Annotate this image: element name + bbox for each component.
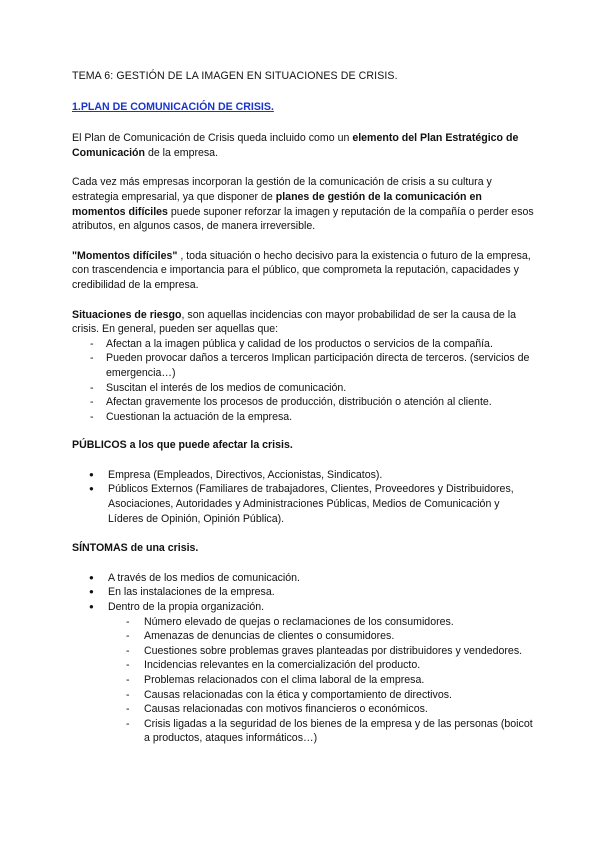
symptoms-sublist (108, 615, 534, 746)
paragraph-text: El Plan de Comunicación de Crisis queda incluido como un (72, 132, 353, 145)
section-heading-plan (72, 100, 534, 115)
publics-heading (72, 438, 534, 453)
risk-list (72, 337, 534, 425)
sub-list-item: - Número elevado de quejas o reclamaciones de los consumidores. (72, 615, 534, 630)
paragraph-bold: elemento del Plan Estratégico de Comunicación (72, 132, 519, 159)
sub-list-item: - Crisis ligadas a la seguridad de los bienes de la empresa y de las personas (boicot a productos, ataques informáticos…) (72, 717, 534, 746)
list-item: - Afectan gravemente los procesos de producción, distribución o atención al cliente. (72, 395, 534, 410)
symptoms-heading-text: SÍNTOMAS de una crisis. (72, 542, 199, 555)
document-body (72, 69, 534, 761)
paragraph-plan-intro (72, 131, 534, 160)
paragraph-text: de la empresa. (145, 146, 219, 159)
publics-heading-text: PÚBLICOS a los que puede afectar la crisis. (72, 439, 293, 452)
paragraph-bold: "Momentos difíciles" (72, 249, 178, 262)
list-item: - Cuestionan la actuación de la empresa. (72, 410, 534, 425)
list-item-text: Dentro de la propia organización. (108, 601, 265, 614)
list-item (72, 600, 534, 746)
list-item: ● Públicos Externos (Familiares de trabajadores, Clientes, Proveedores y Distribuidores, Asociaciones, Autoridades y Administraciones Públicas, Medios de Comunicación y Líderes de Opinión, Opinión Pública). (72, 482, 534, 526)
sub-list-item: - Problemas relacionados con el clima laboral de la empresa. (72, 673, 534, 688)
paragraph-difficult-moments (72, 249, 534, 293)
paragraph-risk-situations (72, 308, 534, 337)
publics-list (72, 468, 534, 526)
paragraph-text: Cada vez más empresas incorporan la gestión de la comunicación de crisis a su cultura y estrategia empresarial, ya que disponer de (72, 176, 492, 203)
topic-title: TEMA 6: GESTIÓN DE LA IMAGEN EN SITUACIONES DE CRISIS. (72, 70, 398, 82)
paragraph-bold: planes de gestión de la comunicación en momentos difíciles (72, 190, 482, 218)
symptoms-list (72, 571, 534, 746)
paragraph-text: , son aquellas incidencias con mayor probabilidad de ser la causa de la crisis. En general, pueden ser aquellas que: (72, 308, 517, 336)
paragraph-strategy (72, 175, 534, 233)
symptoms-heading (72, 541, 534, 556)
list-item: ● Empresa (Empleados, Directivos, Accionistas, Sindicatos). (72, 468, 534, 483)
sub-list-item: - Incidencias relevantes en la comercialización del producto. (72, 658, 534, 673)
paragraph-text: , toda situación o hecho decisivo para la existencia o futuro de la empresa, con trascendencia e importancia para el público, que comprometa la reputación, capacidades y credibilidad de la empresa. (72, 249, 531, 291)
sub-list-item: - Cuestiones sobre problemas graves planteadas por distribuidores y vendedores. (72, 644, 534, 659)
section-heading-dot: . (270, 100, 274, 113)
list-item: ● En las instalaciones de la empresa. (72, 585, 534, 600)
paragraph-bold: Situaciones de riesgo (72, 308, 182, 321)
sub-list-item: - Amenazas de denuncias de clientes o consumidores. (72, 629, 534, 644)
list-item: ● A través de los medios de comunicación. (72, 571, 534, 586)
list-item: - Pueden provocar daños a terceros Implican participación directa de terceros. (servicios de emergencia…) (72, 351, 534, 380)
sub-list-item: - Causas relacionadas con la ética y comportamiento de directivos. (72, 688, 534, 703)
paragraph-text: puede suponer reforzar la imagen y reputación de la compañía o perder esos atributos, en algunos casos, de manera irreversible. (72, 205, 534, 233)
sub-list-item: - Causas relacionadas con motivos financieros o económicos. (72, 702, 534, 717)
section-heading-text: 1.PLAN DE COMUNICACIÓN DE CRISIS (72, 100, 271, 113)
list-item: - Suscitan el interés de los medios de comunicación. (72, 381, 534, 396)
list-item: - Afectan a la imagen pública y calidad de los productos o servicios de la compañía. (72, 337, 534, 352)
